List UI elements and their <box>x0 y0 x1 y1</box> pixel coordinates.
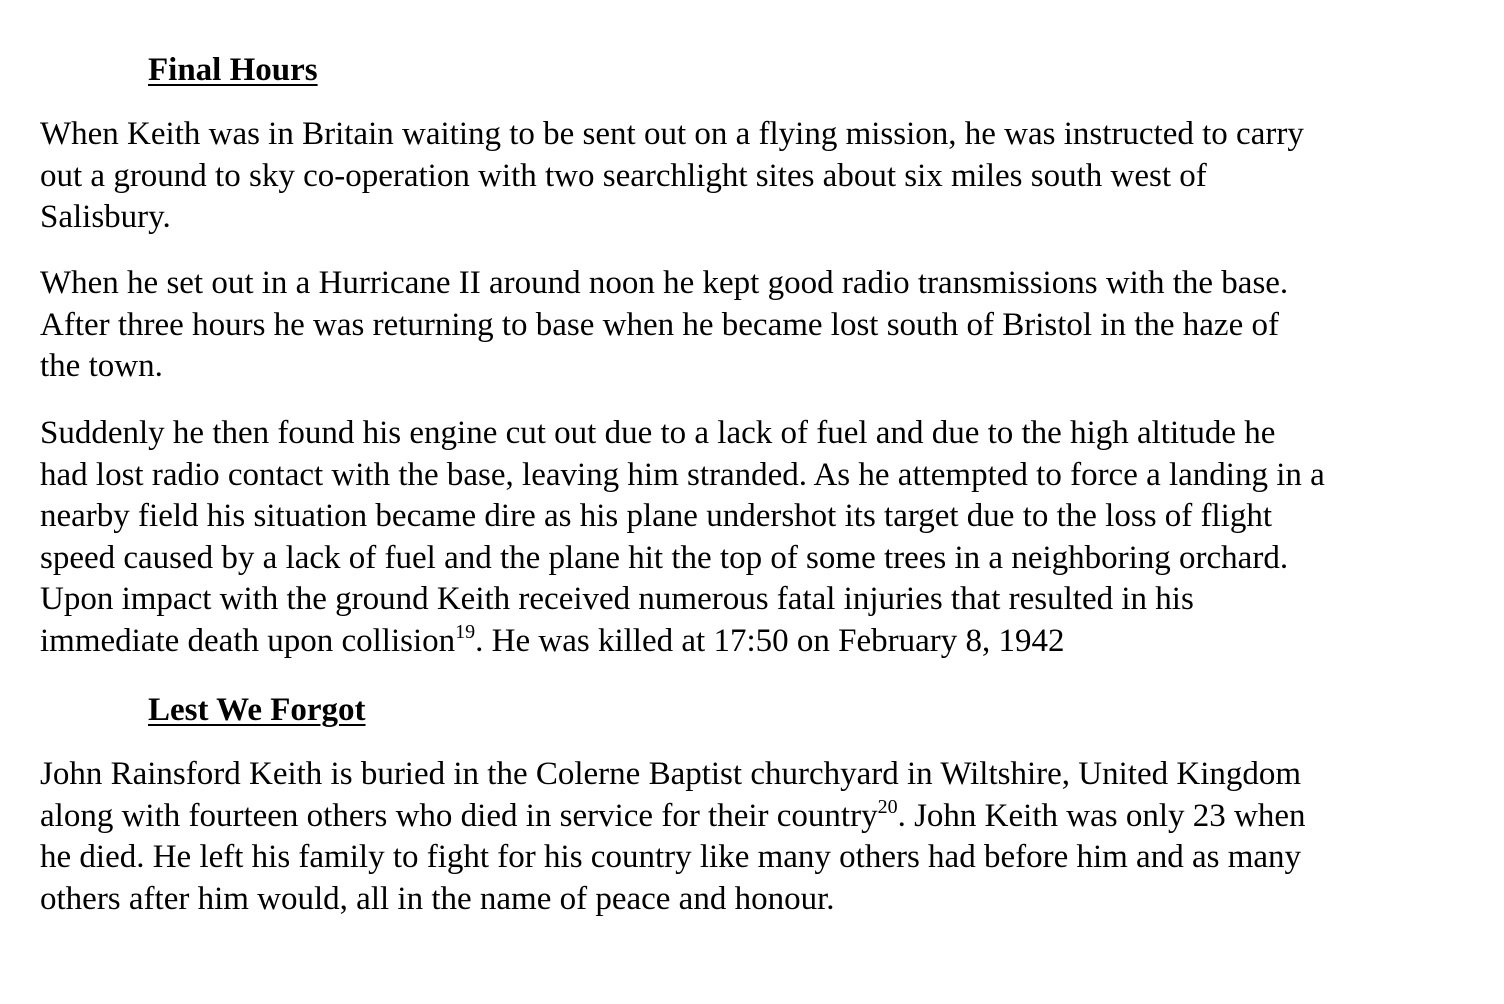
text-line: speed caused by a lack of fuel and the plane hit the top of some trees in a neighboring orchard. <box>40 539 1289 576</box>
paragraph <box>40 754 1305 920</box>
text-line: out a ground to sky co-operation with two searchlight sites about six miles south west of <box>40 157 1207 194</box>
text-line: he died. He left his family to fight for his country like many others had before him and as many <box>40 839 1302 876</box>
text-line: others after him would, all in the name of peace and honour. <box>40 880 835 917</box>
text-segment: immediate death upon collision <box>40 622 456 659</box>
text-line: had lost radio contact with the base, leaving him stranded. As he attempted to force a landing in a <box>40 456 1325 493</box>
text-segment: . John Keith was only 23 when <box>897 797 1306 834</box>
text-line: Upon impact with the ground Keith received numerous fatal injuries that resulted in his <box>40 581 1194 618</box>
text-line: Suddenly he then found his engine cut out due to a lack of fuel and due to the high altitude he <box>40 415 1276 451</box>
section-heading-lest-we-forgot: Lest We Forgot <box>148 692 366 728</box>
text-line <box>40 621 1325 663</box>
footnote-ref-19[interactable]: 19 <box>455 620 476 643</box>
text-segment: along with fourteen others who died in service for their country <box>40 797 878 834</box>
paragraph <box>40 114 1304 239</box>
text-line: When he set out in a Hurricane II around noon he kept good radio transmissions with the base. <box>40 265 1289 301</box>
paragraph <box>40 263 1288 388</box>
text-line: the town. <box>40 348 163 385</box>
text-line: John Rainsford Keith is buried in the Colerne Baptist churchyard in Wiltshire, United Kingdom <box>40 756 1302 792</box>
paragraph <box>40 413 1325 663</box>
text-line: nearby field his situation became dire as his plane undershot its target due to the loss of flight <box>40 498 1273 535</box>
text-line: Salisbury. <box>40 199 171 236</box>
text-segment: . He was killed at 17:50 on February 8, 1942 <box>475 622 1065 659</box>
text-line: When Keith was in Britain waiting to be sent out on a flying mission, he was instructed to carry <box>40 116 1304 152</box>
text-line <box>40 796 1305 838</box>
text-line: After three hours he was returning to base when he became lost south of Bristol in the haze of <box>40 306 1279 343</box>
section-heading-final-hours: Final Hours <box>148 52 318 88</box>
footnote-ref-20[interactable]: 20 <box>877 795 898 818</box>
